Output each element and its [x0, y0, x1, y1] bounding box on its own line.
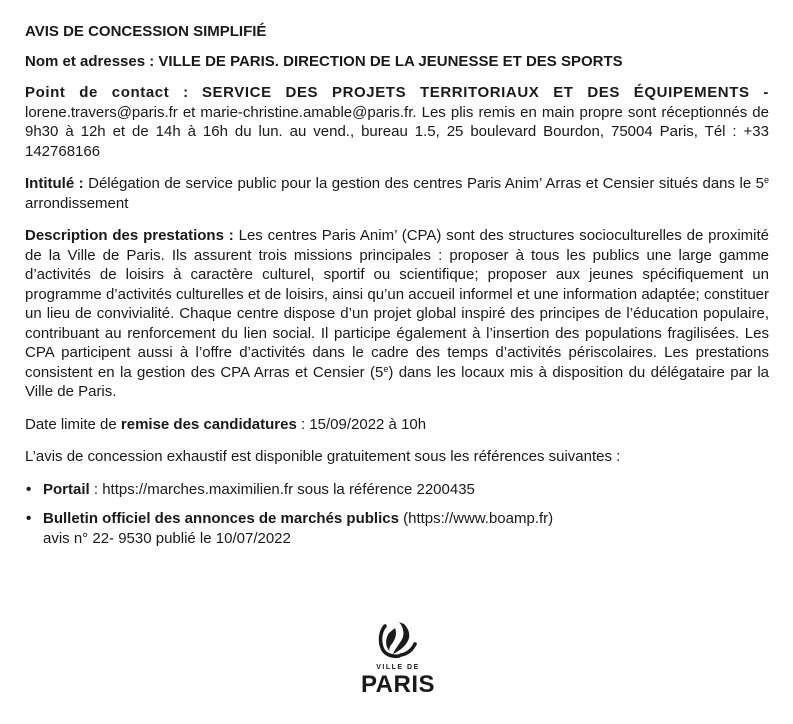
description-sup: e — [383, 363, 389, 374]
logo-small-text: VILLE DE — [376, 664, 420, 671]
contact-service: SERVICE DES PROJETS TERRITORIAUX ET DES ÉQUIPEMENTS - — [201, 84, 769, 101]
description-section — [25, 226, 769, 402]
reference-item-boamp — [25, 509, 769, 548]
ville-de-paris-logo — [358, 620, 438, 700]
contact-label: Point de contact : — [25, 84, 189, 101]
intitule-sup: e — [763, 175, 769, 185]
description-text-end: ) dans les locaux mis à disposition du délégataire par la Ville de Paris. — [25, 363, 769, 400]
deadline-section — [25, 415, 769, 435]
reference-link[interactable]: : https://marches.maximilien.fr sous la référence 2200435 — [93, 480, 475, 498]
reference-link[interactable]: (https://www.boamp.fr) — [403, 510, 554, 527]
names-value: VILLE DE PARIS. DIRECTION DE LA JEUNESSE ET DES SPORTS — [158, 52, 623, 70]
description-label: Description des prestations : — [25, 227, 234, 244]
paris-ship-icon — [371, 620, 425, 662]
contact-section — [25, 83, 769, 161]
intitule-text: Délégation de service public pour la gestion des centres Paris Anim’ Arras et Censier situés dans le 5 — [88, 175, 764, 192]
deadline-prefix: Date limite de — [25, 415, 117, 433]
deadline-value: : 15/09/2022 à 10h — [300, 415, 427, 433]
reference-label: Bulletin officiel des annonces de marchés publics — [43, 510, 399, 527]
references-list — [25, 480, 769, 549]
reference-detail: avis n° 22- 9530 publié le 10/07/2022 — [43, 529, 291, 547]
notice-title: AVIS DE CONCESSION SIMPLIFIÉ — [25, 23, 267, 40]
deadline-label: remise des candidatures — [120, 415, 297, 433]
intitule-section — [25, 174, 769, 213]
reference-label: Portail — [43, 480, 90, 498]
description-text: Les centres Paris Anim’ (CPA) sont des structures socioculturelles de proximité de la Ville de Paris. Ils assurent trois missions principales : proposer à tous les publics une large gamme d’activités de loisirs à caractère culturel, sportif ou scientifique; proposer aux jeunes spécifiquement un programme d’activités culturelles et de loisirs, ainsi qu’un accueil informel et une information adaptée; constituer un lieu de convivialité. Chaque centre dispose d’un projet global inspiré des principes de l’éducation populaire, contribuant au renforcement du lien social. Il participe également à l’insertion des populations fragilisées. Les CPA participent aussi à l’offre d’activités dans le cadre des temps d’activités périscolaires. Les prestations consistent en la gestion des CPA Arras et Censier (5 — [25, 227, 769, 381]
names-section — [25, 52, 769, 72]
reference-item-portail — [25, 480, 769, 500]
contact-text: lorene.travers@paris.fr et marie-christine.amable@paris.fr. Les plis remis en main propre sont réceptionnés de 9h30 à 12h et de 14h à 16h du lun. au vend., bureau 1.5, 25 boulevard Bourdon, 75004 Paris, Tél : +33 142768166 — [25, 103, 769, 160]
bullet-icon: • — [26, 510, 32, 527]
logo-large-text: PARIS — [360, 671, 436, 698]
availability-text: L’avis de concession exhaustif est disponible gratuitement sous les références suivantes : — [25, 448, 621, 465]
intitule-text-end: arrondissement — [25, 194, 129, 212]
names-label: Nom et adresses : — [25, 52, 155, 70]
concession-notice — [25, 22, 769, 558]
intitule-label: Intitulé : — [25, 175, 84, 192]
bullet-icon: • — [26, 480, 32, 498]
